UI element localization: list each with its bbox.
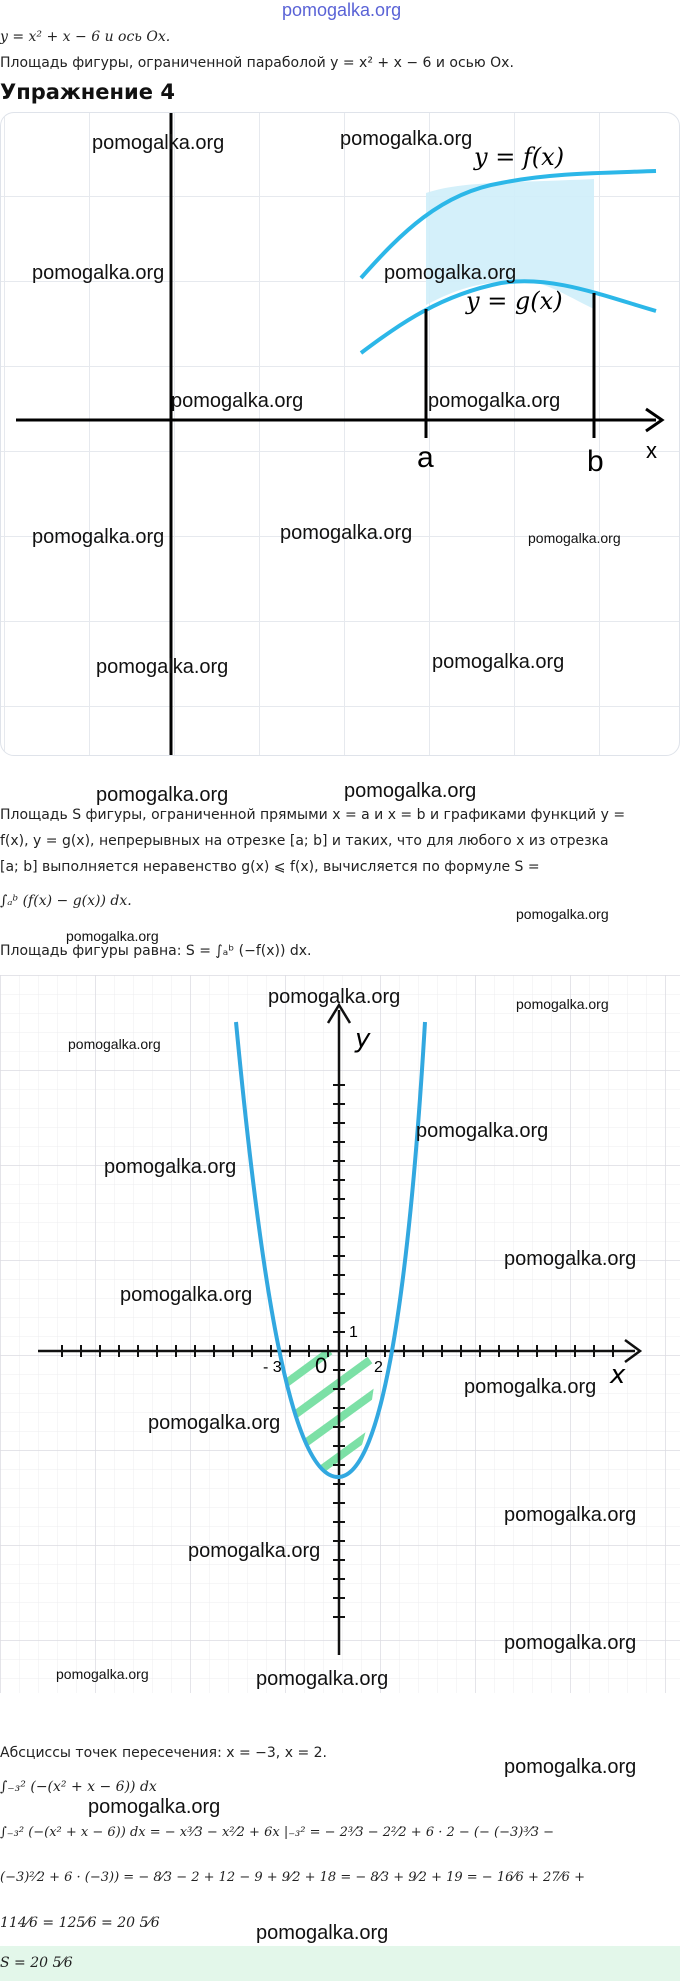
watermark: pomogalka.org: [188, 1540, 321, 1562]
theory-line-3: [a; b] выполняется неравенство g(x) ⩽ f(x), вычисляется по формуле S =: [0, 859, 540, 875]
watermark: pomogalka.org: [344, 780, 477, 802]
integral-setup: ∫₋₃² (−(x² + x − 6)) dx: [0, 1779, 157, 1795]
watermark: pomogalka.org: [68, 1036, 161, 1052]
watermark: pomogalka.org: [88, 1796, 221, 1818]
answer-box: [0, 1946, 680, 1981]
site-logo[interactable]: pomogalka.org: [282, 0, 402, 20]
answer-text: S = 20 5⁄6: [0, 1955, 73, 1971]
watermark: pomogalka.org: [32, 262, 165, 284]
label-origin: 0: [315, 1353, 328, 1378]
theory-formula: ∫ₐᵇ (f(x) − g(x)) dx.: [0, 893, 132, 909]
label-x: x: [646, 438, 657, 463]
label-tick-1: 1: [349, 1324, 358, 1341]
calc-line-3: 114⁄6 = 125⁄6 = 20 5⁄6: [0, 1915, 160, 1931]
area-equals: Площадь фигуры равна: S = ∫ₐᵇ (−f(x)) dx.: [0, 943, 312, 959]
watermark: pomogalka.org: [268, 986, 401, 1008]
function-line: y = x² + x − 6 и ось Ox.: [0, 29, 171, 45]
watermark: pomogalka.org: [256, 1922, 389, 1944]
watermark: pomogalka.org: [66, 928, 159, 944]
watermark: pomogalka.org: [171, 390, 304, 412]
label-a: a: [417, 441, 434, 474]
watermark: pomogalka.org: [148, 1412, 281, 1434]
area-line: Площадь фигуры, ограниченной параболой y = x² + x − 6 и осью Ox.: [0, 55, 514, 71]
label-b: b: [587, 445, 604, 478]
watermark: pomogalka.org: [516, 996, 609, 1012]
figure2-svg: [0, 975, 680, 1693]
watermark: pomogalka.org: [120, 1284, 253, 1306]
watermark: pomogalka.org: [104, 1156, 237, 1178]
watermark: pomogalka.org: [96, 784, 229, 806]
label-x2: x: [610, 1360, 626, 1390]
watermark: pomogalka.org: [96, 656, 229, 678]
label-root-right: 2: [374, 1359, 383, 1376]
exercise-title: Упражнение 4: [0, 80, 175, 104]
watermark: pomogalka.org: [92, 132, 225, 154]
label-root-left: - 3: [263, 1359, 282, 1376]
watermark: pomogalka.org: [32, 526, 165, 548]
watermark: pomogalka.org: [384, 262, 517, 284]
watermark: pomogalka.org: [428, 390, 561, 412]
calc-line-2: (−3)²⁄2 + 6 · (−3)) = − 8⁄3 − 2 + 12 − 9 + 9⁄2 + 18 = − 8⁄3 + 9⁄2 + 19 = − 16⁄6 + 27⁄6 +: [0, 1870, 585, 1885]
label-y2: y: [355, 1024, 371, 1054]
watermark: pomogalka.org: [56, 1666, 149, 1682]
calc-line-1: ∫₋₃² (−(x² + x − 6)) dx = − x³⁄3 − x²⁄2 + 6x |₋₃² = − 2³⁄3 − 2²⁄2 + 6 · 2 − (− (−3)³⁄3 −: [0, 1825, 555, 1840]
watermark: pomogalka.org: [280, 522, 413, 544]
watermark: pomogalka.org: [504, 1632, 637, 1654]
watermark: pomogalka.org: [516, 906, 609, 922]
watermark: pomogalka.org: [340, 128, 473, 150]
theory-line-1: Площадь S фигуры, ограниченной прямыми x = a и x = b и графиками функций y =: [0, 807, 626, 823]
watermark: pomogalka.org: [504, 1248, 637, 1270]
label-g: y = g(x): [466, 287, 563, 315]
figure-parabola: [0, 975, 680, 1693]
watermark: pomogalka.org: [504, 1504, 637, 1526]
watermark: pomogalka.org: [256, 1668, 389, 1690]
watermark: pomogalka.org: [464, 1376, 597, 1398]
theory-line-2: f(x), y = g(x), непрерывных на отрезке [a; b] и таких, что для любого x из отрезка: [0, 833, 609, 849]
watermark: pomogalka.org: [504, 1756, 637, 1778]
intersections-line: Абсциссы точек пересечения: x = −3, x = 2.: [0, 1745, 327, 1761]
label-f: y = f(x): [474, 143, 565, 171]
watermark: pomogalka.org: [432, 651, 565, 673]
watermark: pomogalka.org: [416, 1120, 549, 1142]
watermark: pomogalka.org: [528, 530, 621, 546]
